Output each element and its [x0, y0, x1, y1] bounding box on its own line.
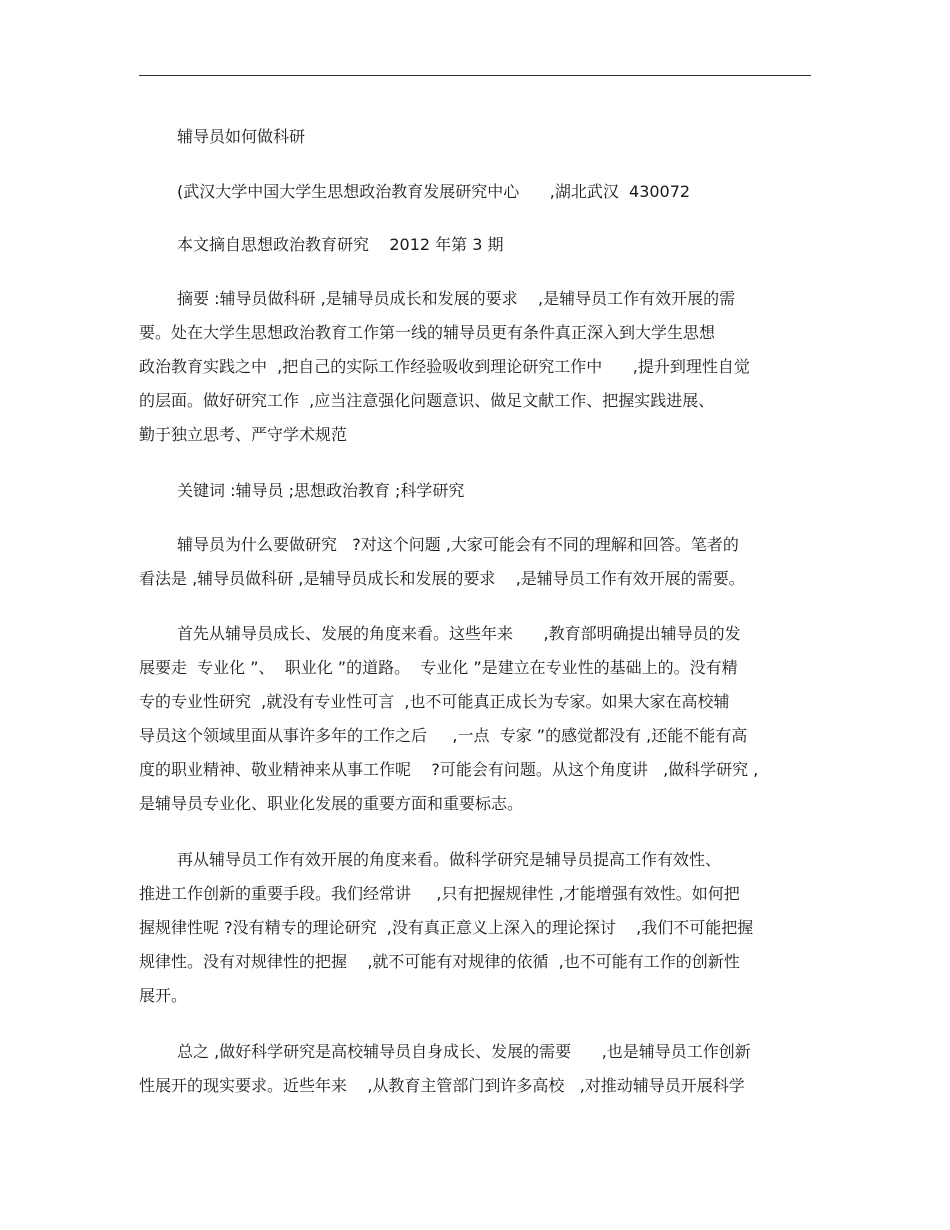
paragraph-line: 推进工作创新的重要手段。我们经常讲 ,只有把握规律性 ,才能增强有效性。如何把 — [139, 884, 740, 903]
paragraph-line: 展开。 — [139, 986, 188, 1005]
abstract-line: 要。处在大学生思想政治教育工作第一线的辅导员更有条件真正深入到大学生思想 — [139, 323, 716, 342]
document-title: 辅导员如何做科研 — [177, 127, 306, 146]
abstract-line: 的层面。做好研究工作 ,应当注意强化问题意识、做足文献工作、把握实践进展、 — [139, 391, 715, 410]
paragraph-line: 总之 ,做好科学研究是高校辅导员自身成长、发展的需要 ,也是辅导员工作创新 — [177, 1042, 751, 1061]
paragraph-line: 是辅导员专业化、职业化发展的重要方面和重要标志。 — [139, 794, 524, 813]
paragraph-line: 规律性。没有对规律性的把握 ,就不可能有对规律的依循 ,也不可能有工作的创新性 — [139, 952, 740, 971]
paragraph-line: 展要走 专业化 ”、 职业化 ”的道路。 专业化 ”是建立在专业性的基础上的。没有精 — [139, 658, 738, 677]
paragraph-line: 首先从辅导员成长、发展的角度来看。这些年来 ,教育部明确提出辅导员的发 — [177, 624, 741, 643]
paragraph-line: 看法是 ,辅导员做科研 ,是辅导员成长和发展的要求 ,是辅导员工作有效开展的需要。 — [139, 569, 745, 588]
paragraph-line: 导员这个领域里面从事许多年的工作之后 ,一点 专家 ”的感觉都没有 ,还能不能有高 — [139, 726, 748, 745]
paragraph-line: 再从辅导员工作有效开展的角度来看。做科学研究是辅导员提高工作有效性、 — [177, 850, 722, 869]
paragraph-line: 性展开的现实要求。近些年来 ,从教育主管部门到许多高校 ,对推动辅导员开展科学 — [139, 1076, 745, 1095]
abstract-line: 政治教育实践之中 ,把自己的实际工作经验吸收到理论研究工作中 ,提升到理性自觉 — [139, 357, 750, 376]
paragraph-line: 度的职业精神、敬业精神来从事工作呢 ?可能会有问题。从这个角度讲 ,做科学研究 , — [139, 760, 759, 779]
author-affiliation: (武汉大学中国大学生思想政治教育发展研究中心 ,湖北武汉 430072 — [177, 182, 691, 201]
paragraph-line: 辅导员为什么要做研究 ?对这个问题 ,大家可能会有不同的理解和回答。笔者的 — [177, 535, 739, 554]
abstract-line: 勤于独立思考、严守学术规范 — [139, 425, 348, 444]
abstract-line: 摘要 :辅导员做科研 ,是辅导员成长和发展的要求 ,是辅导员工作有效开展的需 — [177, 289, 736, 308]
paragraph-line: 专的专业性研究 ,就没有专业性可言 ,也不可能真正成长为专家。如果大家在高校辅 — [139, 692, 730, 711]
header-rule — [139, 75, 811, 76]
source-citation: 本文摘自思想政治教育研究 2012 年第 3 期 — [177, 235, 504, 254]
keywords: 关键词 :辅导员 ;思想政治教育 ;科学研究 — [177, 481, 465, 500]
paragraph-line: 握规律性呢 ?没有精专的理论研究 ,没有真正意义上深入的理论探讨 ,我们不可能把握 — [139, 918, 754, 937]
